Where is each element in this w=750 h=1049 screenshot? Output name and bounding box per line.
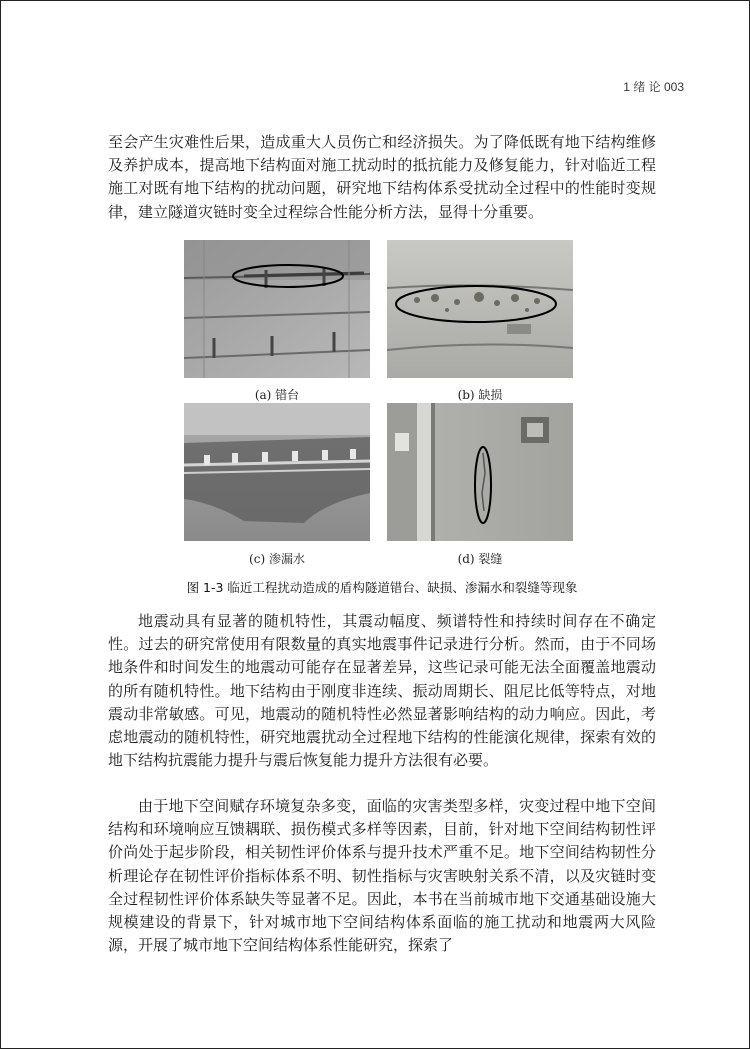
running-header: 1 绪 论 003 xyxy=(623,80,684,94)
paragraph-3: 由于地下空间赋存环境复杂多变，面临的灾害类型多样，灾变过程中地下空间结构和环境响应互馈耦联、损伤模式多样等因素，目前，针对地下空间结构韧性评价尚处于起步阶段，相关韧性评价体系与提升技术严重不足。地下空间结构韧性分析理论存在韧性评价指标体系不明、韧性指标与灾害映射关系不清，以及灾链时变全过程韧性评价体系缺失等显著不足。因此，本书在当前城市地下交通基础设施大规模建设的背景下，针对城市地下空间结构体系面临的施工扰动和地震两大风险源，开展了城市地下空间结构体系性能研究，探索了 xyxy=(108,797,656,955)
paragraph-2: 地震动具有显著的随机特性，其震动幅度、频谱特性和持续时间存在不确定性。过去的研究常使用有限数量的真实地震事件记录进行分析。然而，由于不同场地条件和时间发生的地震动可能存在显著差异，这些记录可能无法全面覆盖地震动的所有随机特性。地下结构由于刚度非连续、振动周期长、阻尼比低等特点，对地震动非常敏感。可见，地震动的随机特性必然显著影响结构的动力响应。因此，考虑地震动的随机特性，研究地震扰动全过程地下结构的性能演化规律，探索有效的地下结构抗震能力提升与震后恢复能力提升方法很有必要。 xyxy=(108,612,656,770)
paragraph-1: 至会产生灾难性后果，造成重大人员伤亡和经济损失。为了降低既有地下结构维修及养护成本，提高地下结构面对施工扰动时的抵抗能力及修复能力，针对临近工程施工对既有地下结构的扰动问题，研究地下结构体系受扰动全过程中的性能时变规律，建立隧道灾链时变全过程综合性能分析方法，显得十分重要。 xyxy=(108,133,656,221)
figure-caption: 图 1-3 临近工程扰动造成的盾构隧道错台、缺损、渗漏水和裂缝等现象 xyxy=(186,580,578,595)
photo-b-spalling xyxy=(387,240,573,378)
caption-d: (d) 裂缝 xyxy=(457,552,503,566)
caption-b: (b) 缺损 xyxy=(457,388,503,402)
caption-c: (c) 渗漏水 xyxy=(249,552,305,566)
photo-d-crack xyxy=(387,403,573,541)
photo-c-leakage xyxy=(184,403,370,541)
photo-a-misalignment xyxy=(184,240,370,378)
caption-a: (a) 错台 xyxy=(254,388,300,402)
